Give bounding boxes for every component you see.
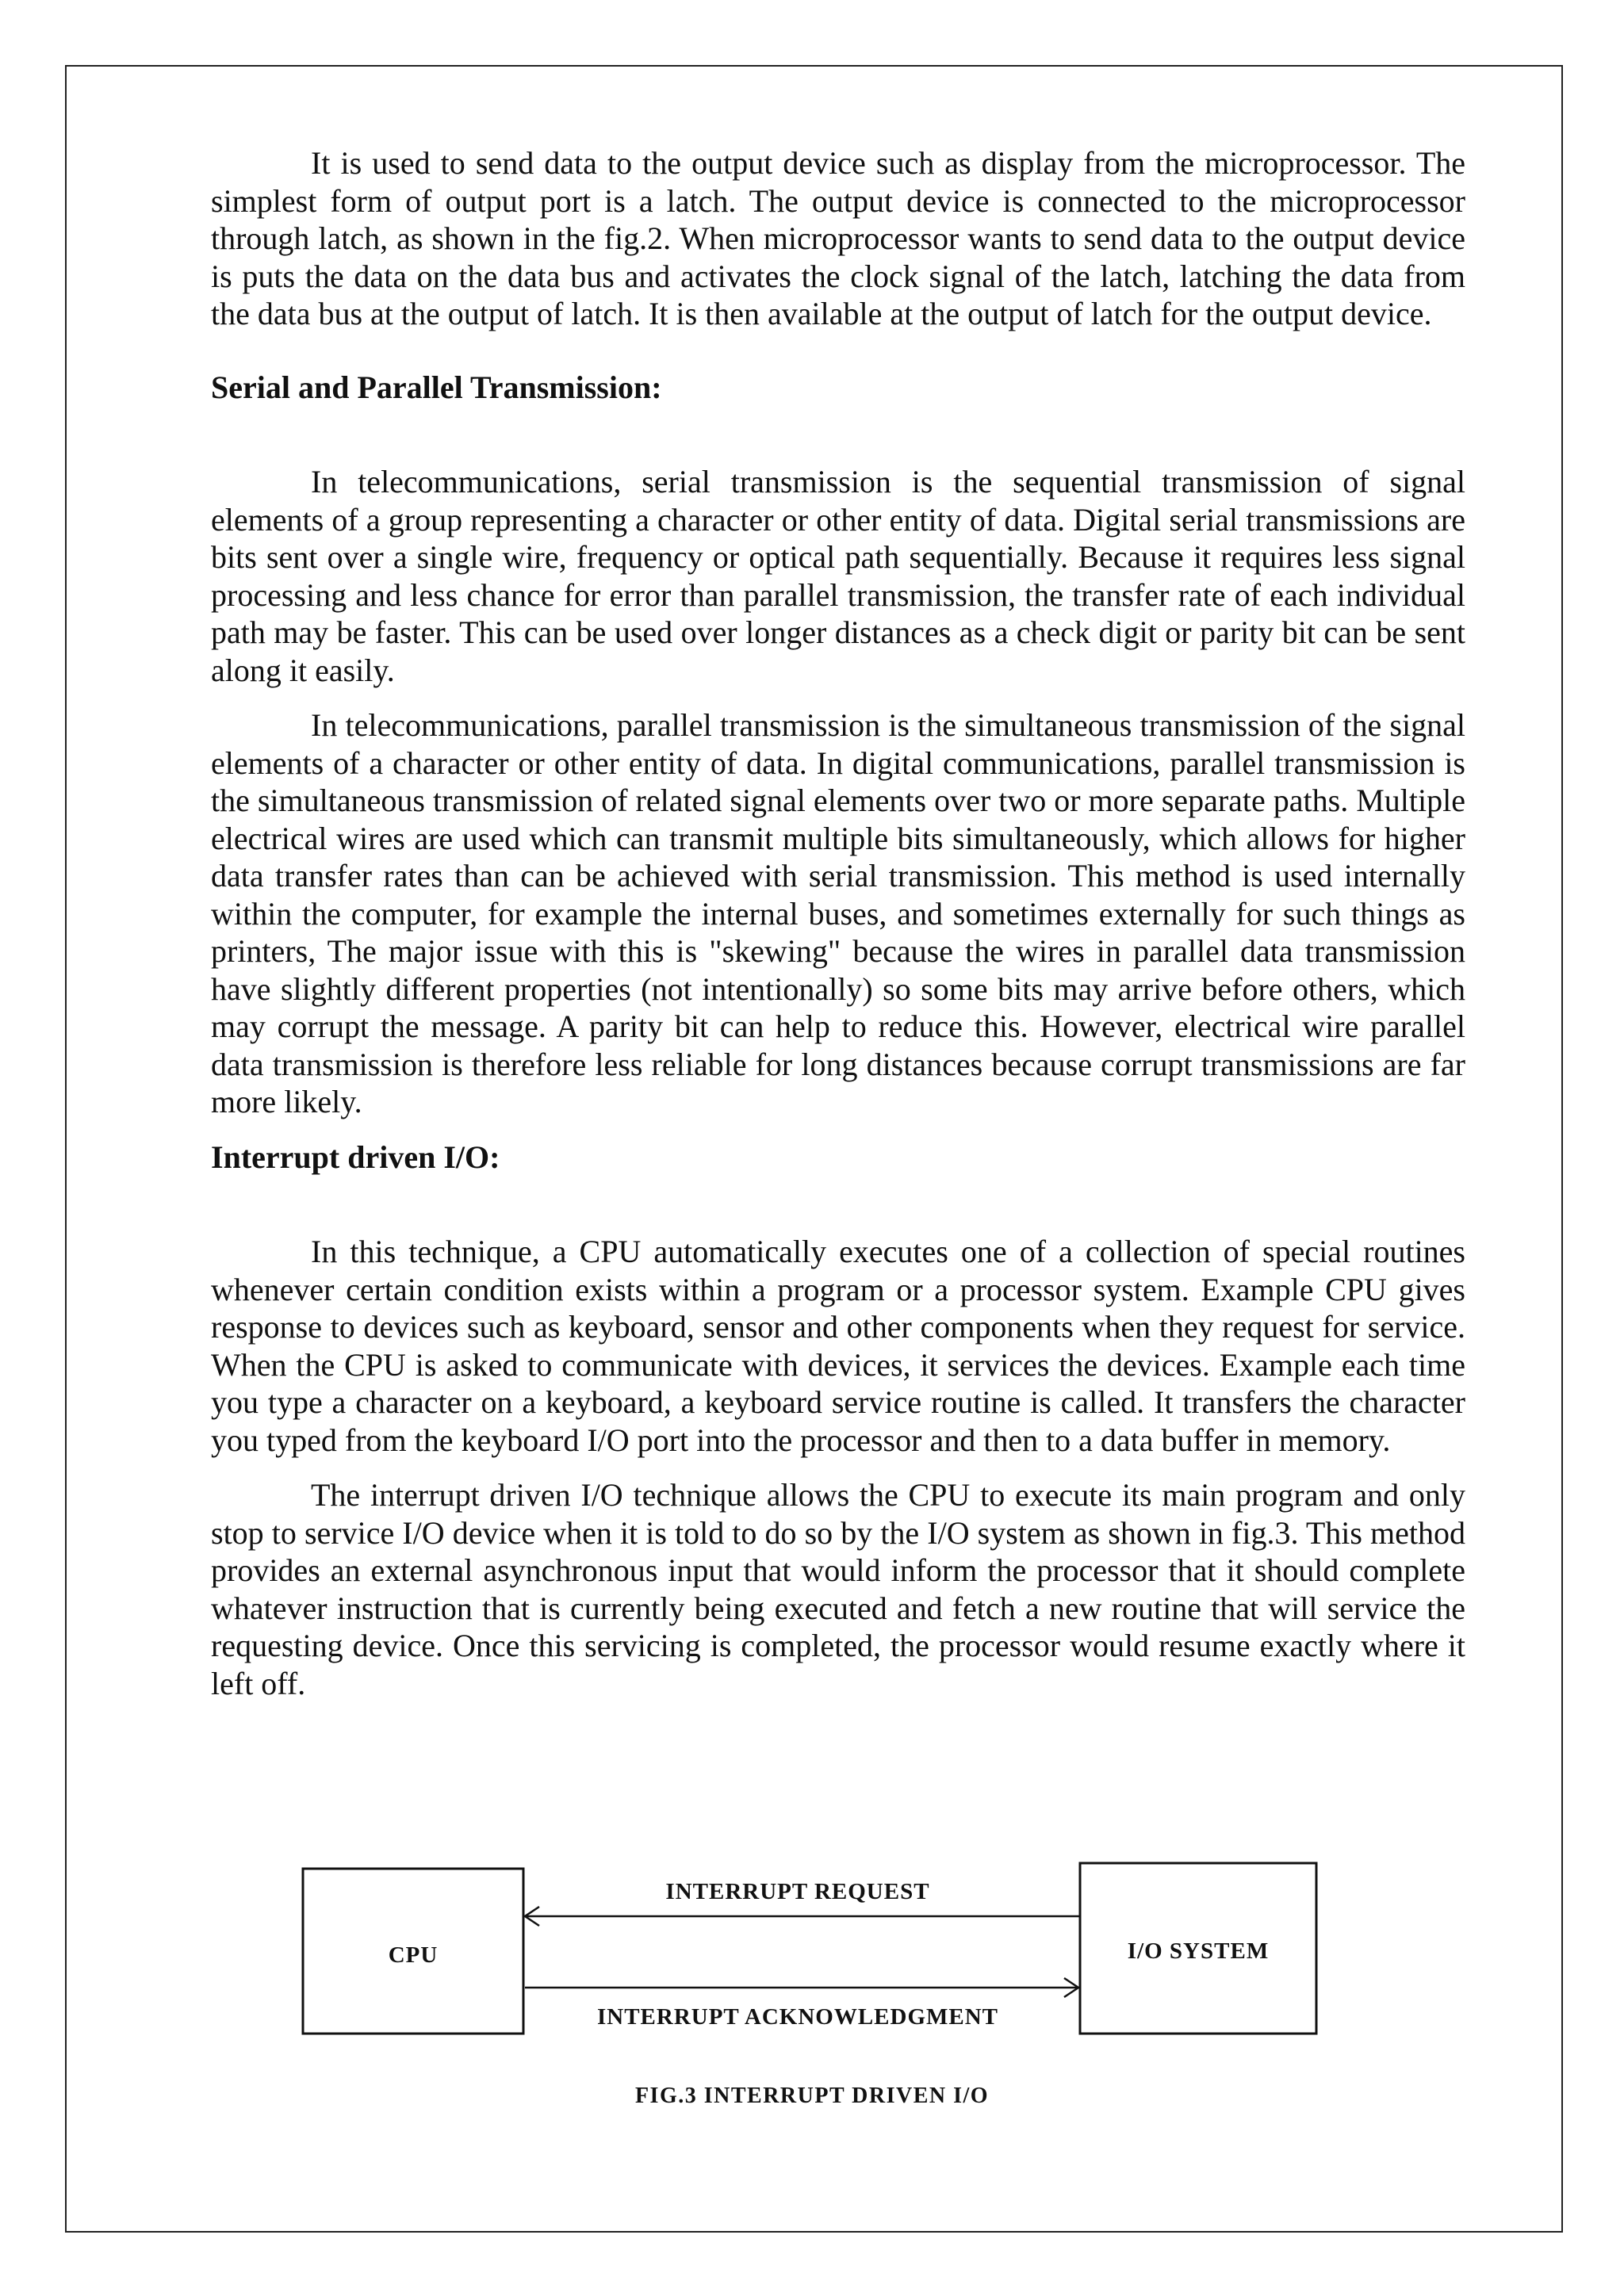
interrupt-acknowledgment-label: INTERRUPT ACKNOWLEDGMENT xyxy=(596,2004,999,2030)
paragraph-output-port: It is used to send data to the output device such as display from the microprocessor. The simplest form of output port is a latch. The output device is connected to the microprocessor through latch, as shown in the fig.2. When microprocessor wants to send data to the output device is puts the data on the data bus and activates the clock signal of the latch, latching the data from the data bus at the output of latch. It is then available at the output of latch for the output device. xyxy=(211,145,1465,331)
paragraph-interrupt-technique: In this technique, a CPU automatically executes one of a collection of special routines whenever certain condition exists within a program or a processor system. Example CPU gives response to devices such as keyboard, sensor and other components when they request for service. When the CPU is asked to communicate with devices, it services the devices. Example each time you type a character on a keyboard, a keyboard service routine is called. It transfers the character you typed from the keyboard I/O port into the processor and then to a data buffer in memory. xyxy=(211,1234,1465,1458)
page-content xyxy=(211,144,1465,1702)
interrupt-request-label: INTERRUPT REQUEST xyxy=(665,1879,930,1904)
interrupt-driven-io-diagram xyxy=(301,1859,1324,2097)
cpu-label: CPU xyxy=(388,1942,439,1968)
heading-interrupt-driven-io: Interrupt driven I/O: xyxy=(211,1138,500,1175)
paragraph-parallel-transmission: In telecommunications, parallel transmission is the simultaneous transmission of the signal elements of a character or other entity of data. In digital communications, parallel transmission is the simultaneous transmission of related signal elements over two or more separate paths. Multiple electrical wires are used which can transmit multiple bits simultaneously, which allows for higher data transfer rates than can be achieved with serial transmission. This method is used internally within the computer, for example the internal buses, and sometimes externally for such things as printers, The major issue with this is "skewing" because the wires in parallel data transmission have slightly different properties (not intentionally) so some bits may arrive before others, which may corrupt the message. A parity bit can help to reduce this. However, electrical wire parallel data transmission is therefore less reliable for long distances because corrupt transmissions are far more likely. xyxy=(211,707,1465,1119)
paragraph-serial-transmission: In telecommunications, serial transmission is the sequential transmission of signal elements of a group representing a character or other entity of data. Digital serial transmissions are bits sent over a single wire, frequency or optical path sequentially. Because it requires less signal processing and less chance for error than parallel transmission, the transfer rate of each individual path may be faster. This can be used over longer distances as a check digit or parity bit can be sent along it easily. xyxy=(211,464,1465,688)
io-system-label: I/O SYSTEM xyxy=(1127,1938,1270,1964)
heading-serial-parallel-transmission: Serial and Parallel Transmission: xyxy=(211,369,662,405)
paragraph-interrupt-flow: The interrupt driven I/O technique allows the CPU to execute its main program and only stop to service I/O device when it is told to do so by the I/O system as shown in fig.3. This method provides an external asynchronous input that would inform the processor that it should complete whatever instruction that is currently being executed and fetch a new routine that will service the requesting device. Once this servicing is completed, the processor would resume exactly where it left off. xyxy=(211,1477,1465,1701)
figure-caption: FIG.3 INTERRUPT DRIVEN I/O xyxy=(634,2084,990,2108)
